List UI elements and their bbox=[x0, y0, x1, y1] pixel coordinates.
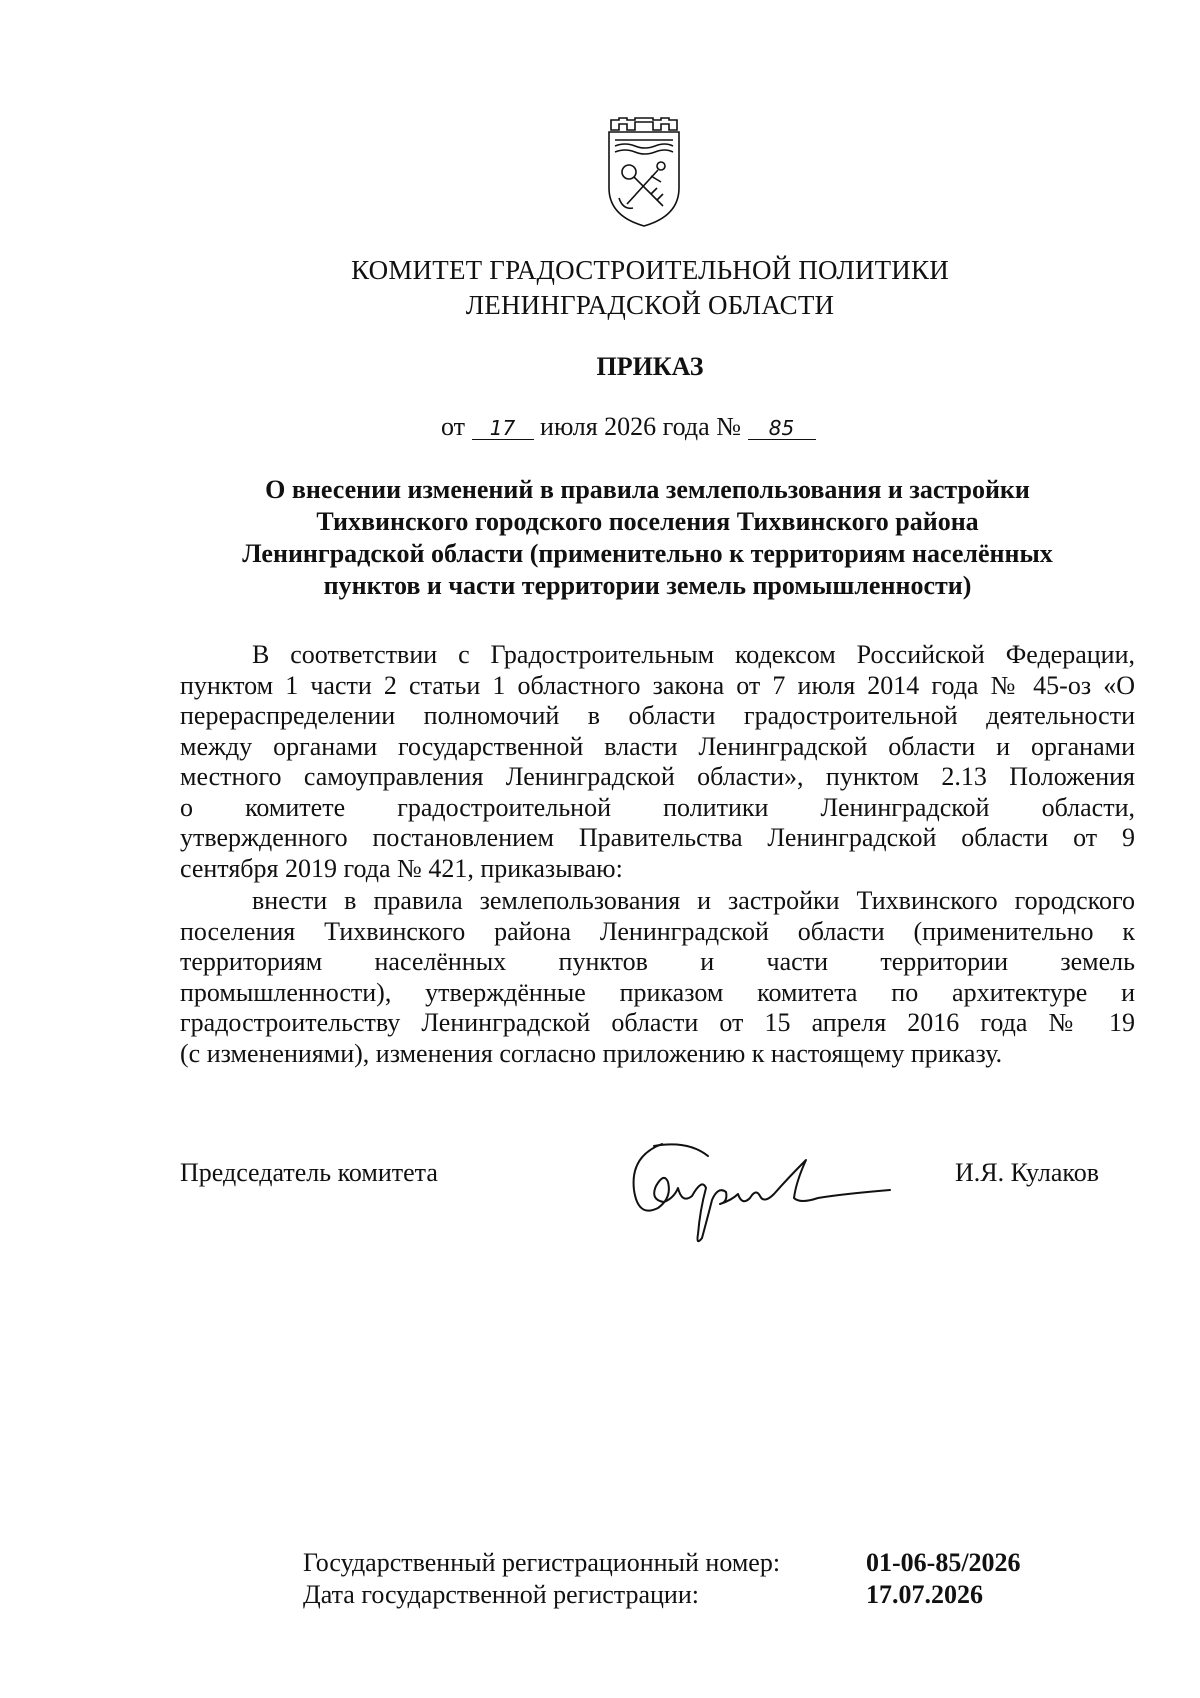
text-line: поселения Тихвинского района Ленинградской области (применительно к bbox=[180, 916, 1135, 946]
signer-name: И.Я. Кулаков bbox=[955, 1158, 1099, 1187]
registration-date-value: 17.07.2026 bbox=[866, 1580, 983, 1609]
text-line: пунктом 1 части 2 статьи 1 областного закона от 7 июля 2014 года № 45-оз «О bbox=[180, 670, 1135, 700]
text-line: (с изменениями), изменения согласно приложению к настоящему приказу. bbox=[180, 1038, 1003, 1068]
text-line: утвержденного постановлением Правительства Ленинградской области от 9 bbox=[180, 823, 1135, 852]
dateline-middle: июля 2026 года № bbox=[540, 412, 741, 441]
paragraph-order bbox=[180, 886, 1135, 1069]
coat-of-arms-icon bbox=[605, 116, 683, 228]
dateline-day: 17 bbox=[472, 417, 534, 440]
registration-date-label: Дата государственной регистрации: bbox=[303, 1580, 699, 1609]
text-line: промышленности), утверждённые приказом комитета по архитектуре и bbox=[180, 977, 1135, 1007]
text-line: территориям населённых пунктов и части территории земель bbox=[180, 947, 1135, 976]
dateline-number: 85 bbox=[748, 417, 816, 440]
title-line: пунктов и части территории земель промышленности) bbox=[323, 571, 972, 600]
handwritten-signature bbox=[628, 1138, 908, 1248]
paragraph-preamble bbox=[180, 640, 1135, 884]
text-line: местного самоуправления Ленинградской области», пунктом 2.13 Положения bbox=[180, 762, 1135, 791]
dateline bbox=[441, 412, 816, 442]
text-line: перераспределении полномочий в области градостроительной деятельности bbox=[180, 701, 1135, 730]
registration-number-label: Государственный регистрационный номер: bbox=[303, 1548, 781, 1577]
text-line: В соответствии с Градостроительным кодексом Российской Федерации, bbox=[252, 640, 1135, 669]
text-line: сентября 2019 года № 421, приказываю: bbox=[180, 853, 623, 883]
dateline-prefix: от bbox=[441, 412, 466, 441]
title-line: Ленинградской области (применительно к территориям населённых bbox=[242, 539, 1053, 568]
title-line: Тихвинского городского поселения Тихвинского района bbox=[316, 507, 979, 536]
signer-position: Председатель комитета bbox=[180, 1158, 438, 1187]
organization-name-line2: ЛЕНИНГРАДСКОЙ ОБЛАСТИ bbox=[465, 290, 835, 320]
document-title bbox=[170, 474, 1125, 602]
text-line: внести в правила землепользования и застройки Тихвинского городского bbox=[252, 886, 1135, 915]
text-line: между органами государственной власти Ленинградской области и органами bbox=[180, 731, 1135, 761]
text-line: градостроительству Ленинградской области от 15 апреля 2016 года № 19 bbox=[180, 1008, 1135, 1037]
organization-name-line1: КОМИТЕТ ГРАДОСТРОИТЕЛЬНОЙ ПОЛИТИКИ bbox=[351, 255, 949, 285]
title-line: О внесении изменений в правила землепользования и застройки bbox=[265, 475, 1030, 504]
text-line: о комитете градостроительной политики Ленинградской области, bbox=[180, 792, 1135, 822]
registration-number-value: 01-06-85/2026 bbox=[866, 1548, 1021, 1577]
document-type: ПРИКАЗ bbox=[596, 352, 704, 381]
